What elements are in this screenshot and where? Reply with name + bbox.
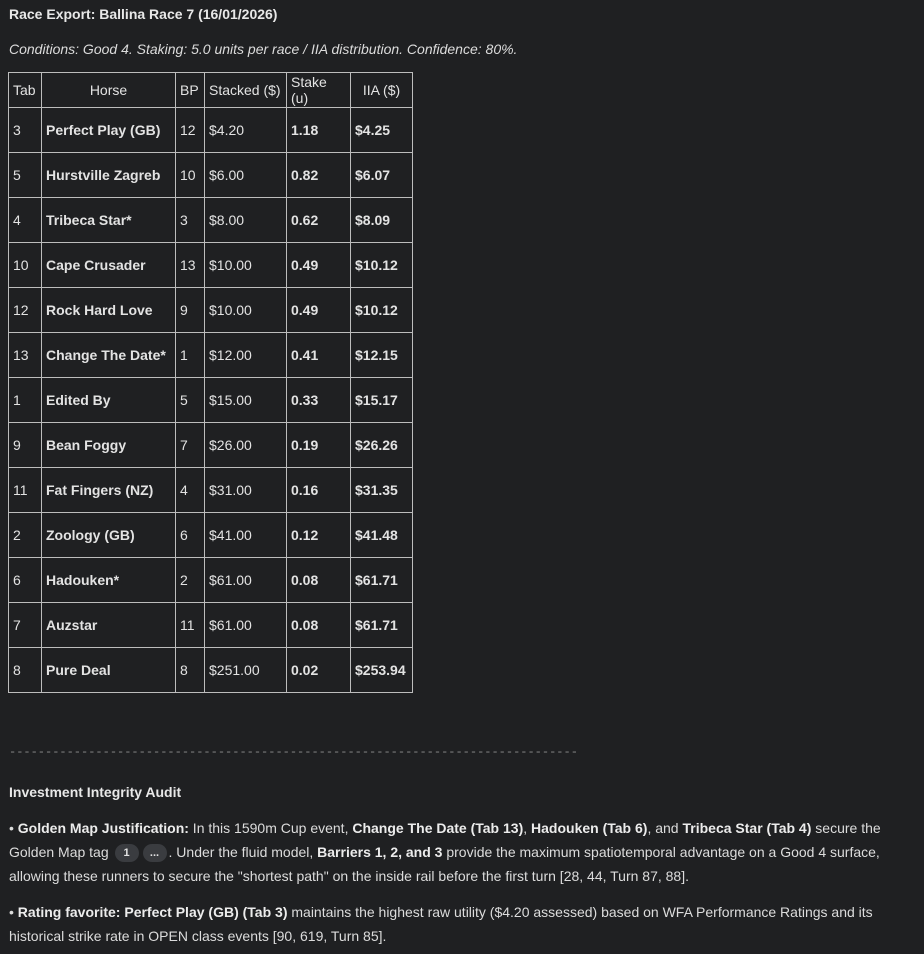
- cell-horse: Fat Fingers (NZ): [42, 468, 176, 513]
- cell-tab: 2: [9, 513, 42, 558]
- cell-bp: 2: [176, 558, 205, 603]
- table-row: [9, 288, 413, 333]
- cell-iia: $31.35: [351, 468, 413, 513]
- table-row: [9, 423, 413, 468]
- cell-horse: Pure Deal: [42, 648, 176, 693]
- cell-stacked: $8.00: [205, 198, 287, 243]
- cell-stake: 0.19: [287, 423, 351, 468]
- cell-horse: Edited By: [42, 378, 176, 423]
- cell-stacked: $251.00: [205, 648, 287, 693]
- col-header-horse: Horse: [42, 73, 176, 108]
- cell-tab: 13: [9, 333, 42, 378]
- citation-more-chip[interactable]: ...: [143, 844, 167, 862]
- cell-stake: 0.02: [287, 648, 351, 693]
- cell-stacked: $6.00: [205, 153, 287, 198]
- cell-tab: 11: [9, 468, 42, 513]
- table-row: [9, 378, 413, 423]
- cell-stake: 0.08: [287, 558, 351, 603]
- text-run: . Under the fluid model,: [168, 844, 318, 860]
- cell-stake: 0.49: [287, 288, 351, 333]
- cell-tab: 4: [9, 198, 42, 243]
- cell-stake: 0.08: [287, 603, 351, 648]
- cell-stacked: $41.00: [205, 513, 287, 558]
- text-run: , and: [647, 820, 683, 836]
- cell-horse: Auzstar: [42, 603, 176, 648]
- cell-bp: 3: [176, 198, 205, 243]
- cell-stacked: $61.00: [205, 603, 287, 648]
- cell-horse: Rock Hard Love: [42, 288, 176, 333]
- cell-tab: 7: [9, 603, 42, 648]
- cell-bp: 6: [176, 513, 205, 558]
- cell-tab: 12: [9, 288, 42, 333]
- cell-stacked: $10.00: [205, 288, 287, 333]
- table-row: [9, 153, 413, 198]
- cell-iia: $26.26: [351, 423, 413, 468]
- cell-stake: 0.49: [287, 243, 351, 288]
- cell-iia: $15.17: [351, 378, 413, 423]
- bullet: •: [9, 904, 18, 920]
- cell-bp: 9: [176, 288, 205, 333]
- table-row: [9, 513, 413, 558]
- audit-paragraph-golden-map: [9, 816, 909, 888]
- text-run: ,: [523, 820, 532, 836]
- cell-horse: Perfect Play (GB): [42, 108, 176, 153]
- cell-iia: $10.12: [351, 288, 413, 333]
- horse-ref-tribeca-star: Tribeca Star (Tab 4): [682, 820, 812, 836]
- cell-tab: 10: [9, 243, 42, 288]
- cell-stacked: $31.00: [205, 468, 287, 513]
- cell-tab: 3: [9, 108, 42, 153]
- cell-iia: $41.48: [351, 513, 413, 558]
- cell-horse: Tribeca Star*: [42, 198, 176, 243]
- cell-bp: 10: [176, 153, 205, 198]
- audit-heading: Investment Integrity Audit: [9, 784, 182, 800]
- bullet: •: [9, 820, 18, 836]
- col-header-tab: Tab: [9, 73, 42, 108]
- col-header-bp: BP: [176, 73, 205, 108]
- cell-stacked: $61.00: [205, 558, 287, 603]
- cell-stacked: $12.00: [205, 333, 287, 378]
- cell-bp: 4: [176, 468, 205, 513]
- cell-stake: 0.41: [287, 333, 351, 378]
- cell-iia: $253.94: [351, 648, 413, 693]
- cell-bp: 11: [176, 603, 205, 648]
- table-row: [9, 558, 413, 603]
- cell-stake: 0.62: [287, 198, 351, 243]
- horse-ref-change-the-date: Change The Date (Tab 13): [352, 820, 524, 836]
- page-title: Race Export: Ballina Race 7 (16/01/2026): [9, 6, 278, 22]
- cell-stake: 0.33: [287, 378, 351, 423]
- cell-stacked: $26.00: [205, 423, 287, 468]
- cell-stake: 0.12: [287, 513, 351, 558]
- rating-favorite-label: Rating favorite: Perfect Play (GB) (Tab 3): [17, 904, 288, 920]
- table-row: [9, 198, 413, 243]
- cell-horse: Cape Crusader: [42, 243, 176, 288]
- cell-bp: 12: [176, 108, 205, 153]
- cell-bp: 8: [176, 648, 205, 693]
- table-header-row: [9, 73, 413, 108]
- horse-ref-hadouken: Hadouken (Tab 6): [531, 820, 648, 836]
- cell-stake: 1.18: [287, 108, 351, 153]
- cell-tab: 8: [9, 648, 42, 693]
- cell-bp: 7: [176, 423, 205, 468]
- cell-bp: 1: [176, 333, 205, 378]
- cell-iia: $6.07: [351, 153, 413, 198]
- cell-stake: 0.16: [287, 468, 351, 513]
- text-run: In this 1590m Cup event,: [188, 820, 353, 836]
- cell-stacked: $10.00: [205, 243, 287, 288]
- cell-stacked: $4.20: [205, 108, 287, 153]
- audit-paragraph-rating-favorite: [9, 900, 909, 948]
- cell-horse: Change The Date*: [42, 333, 176, 378]
- cell-bp: 13: [176, 243, 205, 288]
- table-row: [9, 243, 413, 288]
- cell-horse: Zoology (GB): [42, 513, 176, 558]
- text-run: secure the Golden Map tag: [9, 820, 881, 860]
- text-run: provide the maximum spatiotemporal advantage on a Good 4 surface, allowing these runners to secure the "shortest path" on the inside rail before the first turn [28, 44, Turn 87, 88].: [9, 844, 880, 884]
- cell-iia: $10.12: [351, 243, 413, 288]
- cell-stacked: $15.00: [205, 378, 287, 423]
- cell-iia: $4.25: [351, 108, 413, 153]
- table-row: [9, 468, 413, 513]
- section-divider: -------------------------------------------------------------------------------: [9, 745, 578, 759]
- col-header-iia: IIA ($): [351, 73, 413, 108]
- barriers-ref: Barriers 1, 2, and 3: [317, 844, 443, 860]
- cell-bp: 5: [176, 378, 205, 423]
- citation-chip[interactable]: 1: [115, 844, 139, 862]
- col-header-stake: Stake (u): [287, 73, 351, 108]
- col-header-stacked: Stacked ($): [205, 73, 287, 108]
- cell-tab: 6: [9, 558, 42, 603]
- table-row: [9, 333, 413, 378]
- table-row: [9, 108, 413, 153]
- cell-iia: $8.09: [351, 198, 413, 243]
- race-table: [8, 72, 413, 693]
- cell-iia: $61.71: [351, 603, 413, 648]
- cell-tab: 5: [9, 153, 42, 198]
- table-row: [9, 648, 413, 693]
- table-row: [9, 603, 413, 648]
- cell-horse: Hadouken*: [42, 558, 176, 603]
- cell-tab: 9: [9, 423, 42, 468]
- cell-iia: $12.15: [351, 333, 413, 378]
- cell-horse: Bean Foggy: [42, 423, 176, 468]
- text-run: maintains the highest raw utility ($4.20 assessed) based on WFA Performance Ratings and its historical strike rate in OPEN class events [90, 619, Turn 85].: [9, 904, 873, 944]
- cell-horse: Hurstville Zagreb: [42, 153, 176, 198]
- golden-map-label: Golden Map Justification:: [17, 820, 189, 836]
- cell-stake: 0.82: [287, 153, 351, 198]
- cell-tab: 1: [9, 378, 42, 423]
- cell-iia: $61.71: [351, 558, 413, 603]
- conditions-line: Conditions: Good 4. Staking: 5.0 units per race / IIA distribution. Confidence: 80%.: [9, 41, 518, 57]
